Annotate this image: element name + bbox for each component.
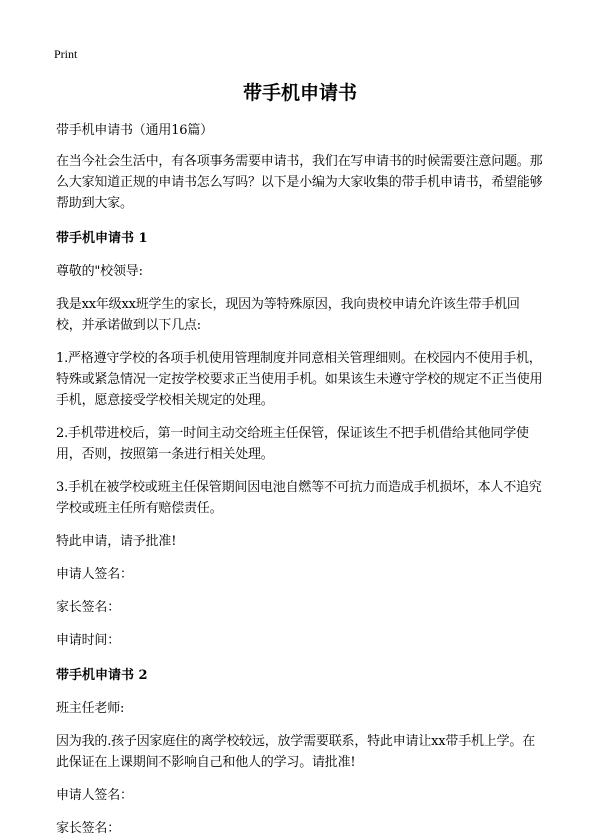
salutation-2: 班主任老师: <box>56 701 125 716</box>
body-paragraph-2: 因为我的.孩子因家庭住的离学校较远，放学需要联系，特此申请让xx带手机上学。在此保证在上课期间不影响自己和他人的学习。请批准! <box>56 734 535 770</box>
intro-paragraph: 在当今社会生活中，有各项事务需要申请书，我们在写申请书的时候需要注意问题。那么大家知道正规的申请书怎么写吗？以下是小编为大家收集的带手机申请书，希望能够帮助到大家。 <box>56 154 543 211</box>
closing-1: 特此申请，请予批准! <box>56 534 177 549</box>
section-heading-2: 带手机申请书 2 <box>56 668 148 683</box>
print-link[interactable]: Print <box>54 47 78 61</box>
applicant-signature-2: 申请人签名： <box>56 788 133 803</box>
list-item-3: 3.手机在被学校或班主任保管期间因电池自燃等不可抗力而造成手机损坏，本人不追究学校或班主任所有赔偿责任。 <box>56 480 542 516</box>
applicant-signature-1: 申请人签名： <box>56 567 133 582</box>
salutation-1: 尊敬的"校领导: <box>56 264 143 279</box>
list-item-2: 2.手机带进校后，第一时间主动交给班主任保管，保证该生不把手机借给其他同学使用，否则，按照第一条进行相关处理。 <box>56 426 529 462</box>
document-subtitle: 带手机申请书（通用16篇） <box>56 123 213 138</box>
list-item-1: 1.严格遵守学校的各项手机使用管理制度并同意相关管理细则。在校园内不使用手机，特殊或紧急情况一定按学校要求正当使用手机。如果该生未遵守学校的规定不正当使用手机，愿意接受学校相关规定的处理。 <box>56 351 543 408</box>
document-title: 带手机申请书 <box>242 82 357 104</box>
section-heading-1: 带手机申请书 1 <box>56 231 148 246</box>
parent-signature-1: 家长签名： <box>56 600 121 615</box>
application-time-1: 申请时间： <box>56 633 121 648</box>
body-paragraph-1: 我是xx年级xx班学生的家长，现因为等特殊原因，我向贵校申请允许该生带手机回校，并承诺做到以下几点: <box>56 297 520 333</box>
parent-signature-2: 家长签名： <box>56 821 121 836</box>
